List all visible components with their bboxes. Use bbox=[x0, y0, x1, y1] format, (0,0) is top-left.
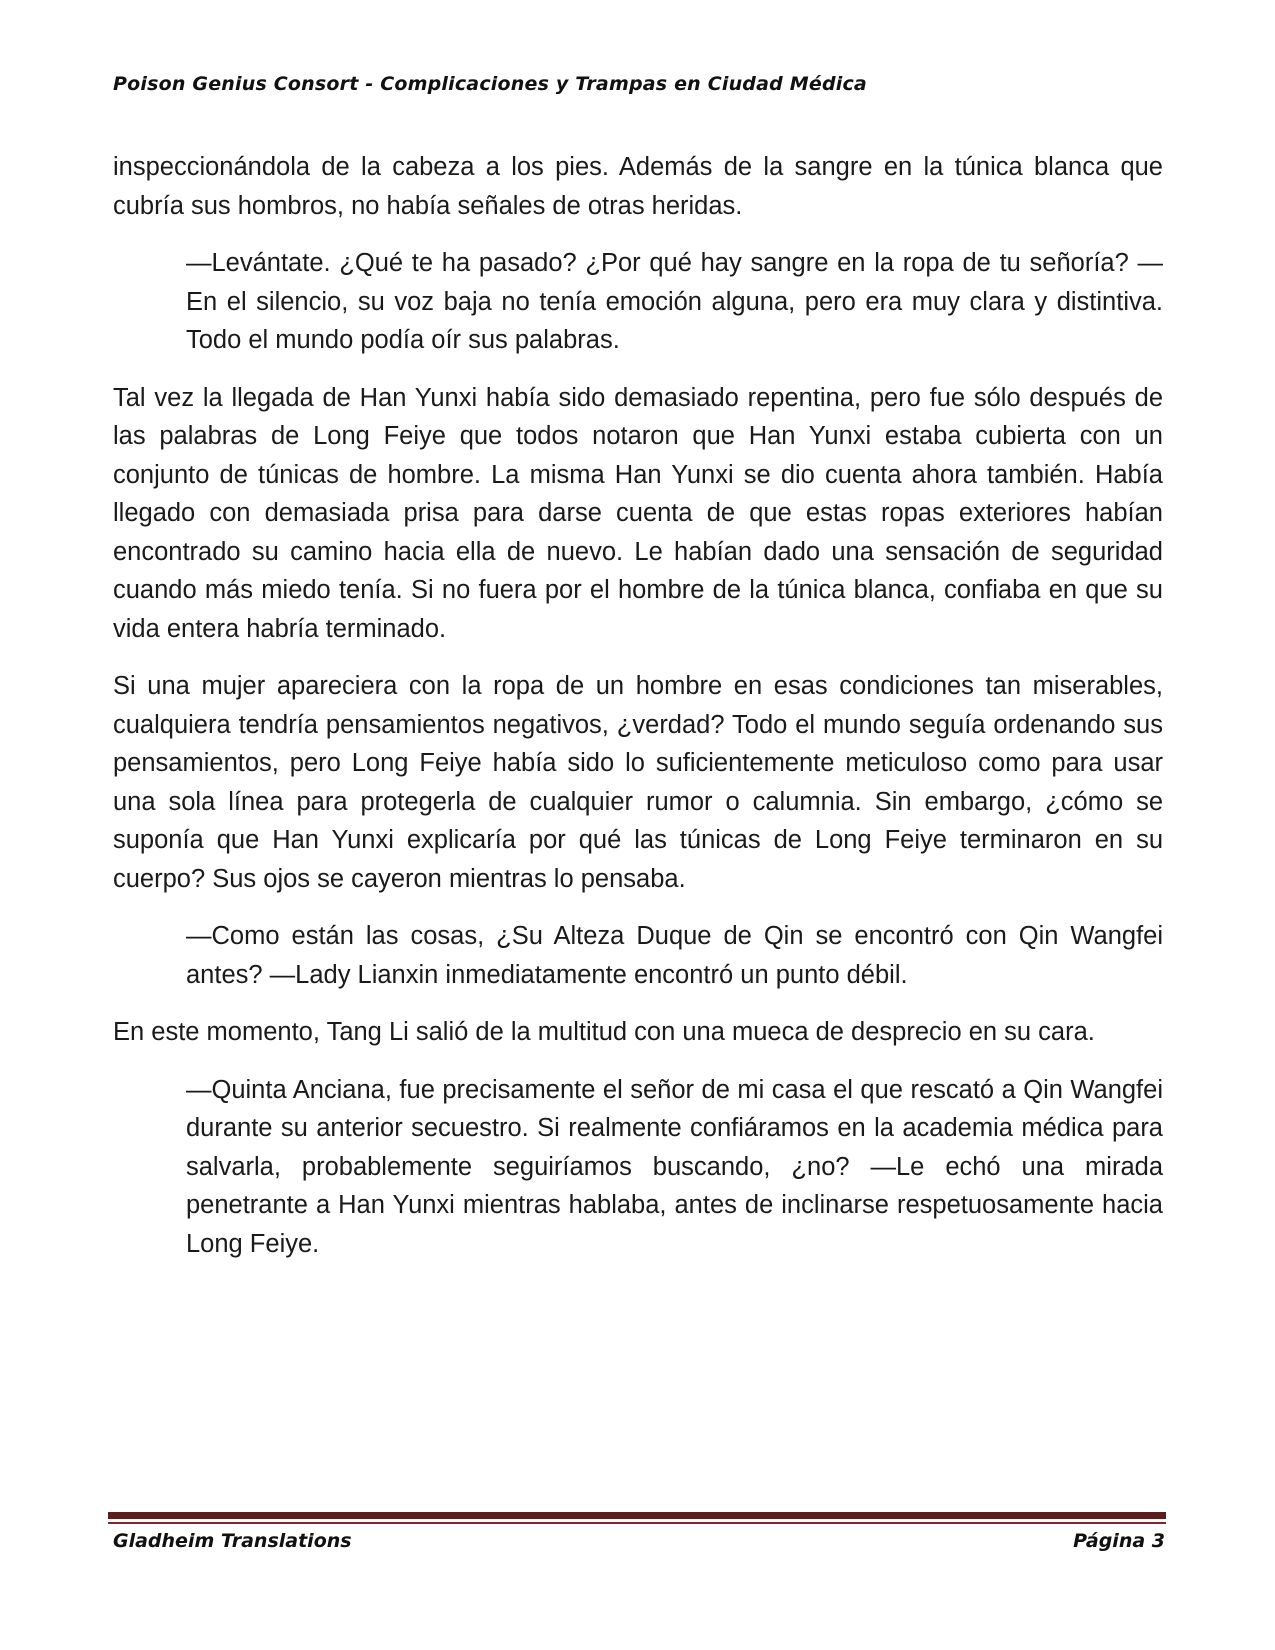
paragraph: inspeccionándola de la cabeza a los pies. Además de la sangre en la túnica blanca que cubría sus hombros, no había señales de otras heridas. bbox=[113, 153, 1163, 220]
footer-divider bbox=[108, 1512, 1166, 1519]
page-header-title: Poison Genius Consort - Complicaciones y Trampas en Ciudad Médica bbox=[113, 73, 867, 95]
footer-publisher: Gladheim Translations bbox=[113, 1530, 352, 1552]
footer-page-number: Página 3 bbox=[1073, 1530, 1165, 1552]
paragraph: En este momento, Tang Li salió de la multitud con una mueca de desprecio en su cara. bbox=[113, 1018, 1095, 1046]
paragraph: Si una mujer apareciera con la ropa de un hombre en esas condiciones tan miserables, cualquiera tendría pensamientos negativos, ¿verdad? Todo el mundo seguía ordenando sus pensamientos, pero Long Feiye había sido lo suficientemente meticuloso como para usar una sola línea para protegerla de cualquier rumor o calumnia. Sin embargo, ¿cómo se suponía que Han Yunxi explicaría por qué las túnicas de Long Feiye terminaron en su cuerpo? Sus ojos se cayeron mientras lo pensaba. bbox=[113, 672, 1163, 893]
footer-divider-thin bbox=[108, 1522, 1166, 1524]
dialogue-paragraph: —Quinta Anciana, fue precisamente el señor de mi casa el que rescató a Qin Wangfei durante su anterior secuestro. Si realmente confiáramos en la academia médica para salvarla, probablemente seguiríamos buscando, ¿no? —Le echó una mirada penetrante a Han Yunxi mientras hablaba, antes de inclinarse respetuosamente hacia Long Feiye. bbox=[186, 1075, 1163, 1258]
dialogue-paragraph: —Como están las cosas, ¿Su Alteza Duque de Qin se encontró con Qin Wangfei antes? —Lady Lianxin inmediatamente encontró un punto débil. bbox=[186, 922, 1163, 989]
paragraph: Tal vez la llegada de Han Yunxi había sido demasiado repentina, pero fue sólo después de las palabras de Long Feiye que todos notaron que Han Yunxi estaba cubierta con un conjunto de túnicas de hombre. La misma Han Yunxi se dio cuenta ahora también. Había llegado con demasiada prisa para darse cuenta de que estas ropas exteriores habían encontrado su camino hacia ella de nuevo. Le habían dado una sensación de seguridad cuando más miedo tenía. Si no fuera por el hombre de la túnica blanca, confiaba en que su vida entera habría terminado. bbox=[113, 383, 1163, 643]
document-body bbox=[113, 148, 1163, 1282]
dialogue-paragraph: —Levántate. ¿Qué te ha pasado? ¿Por qué hay sangre en la ropa de tu señoría? —En el silencio, su voz baja no tenía emoción alguna, pero era muy clara y distintiva. Todo el mundo podía oír sus palabras. bbox=[186, 249, 1163, 354]
